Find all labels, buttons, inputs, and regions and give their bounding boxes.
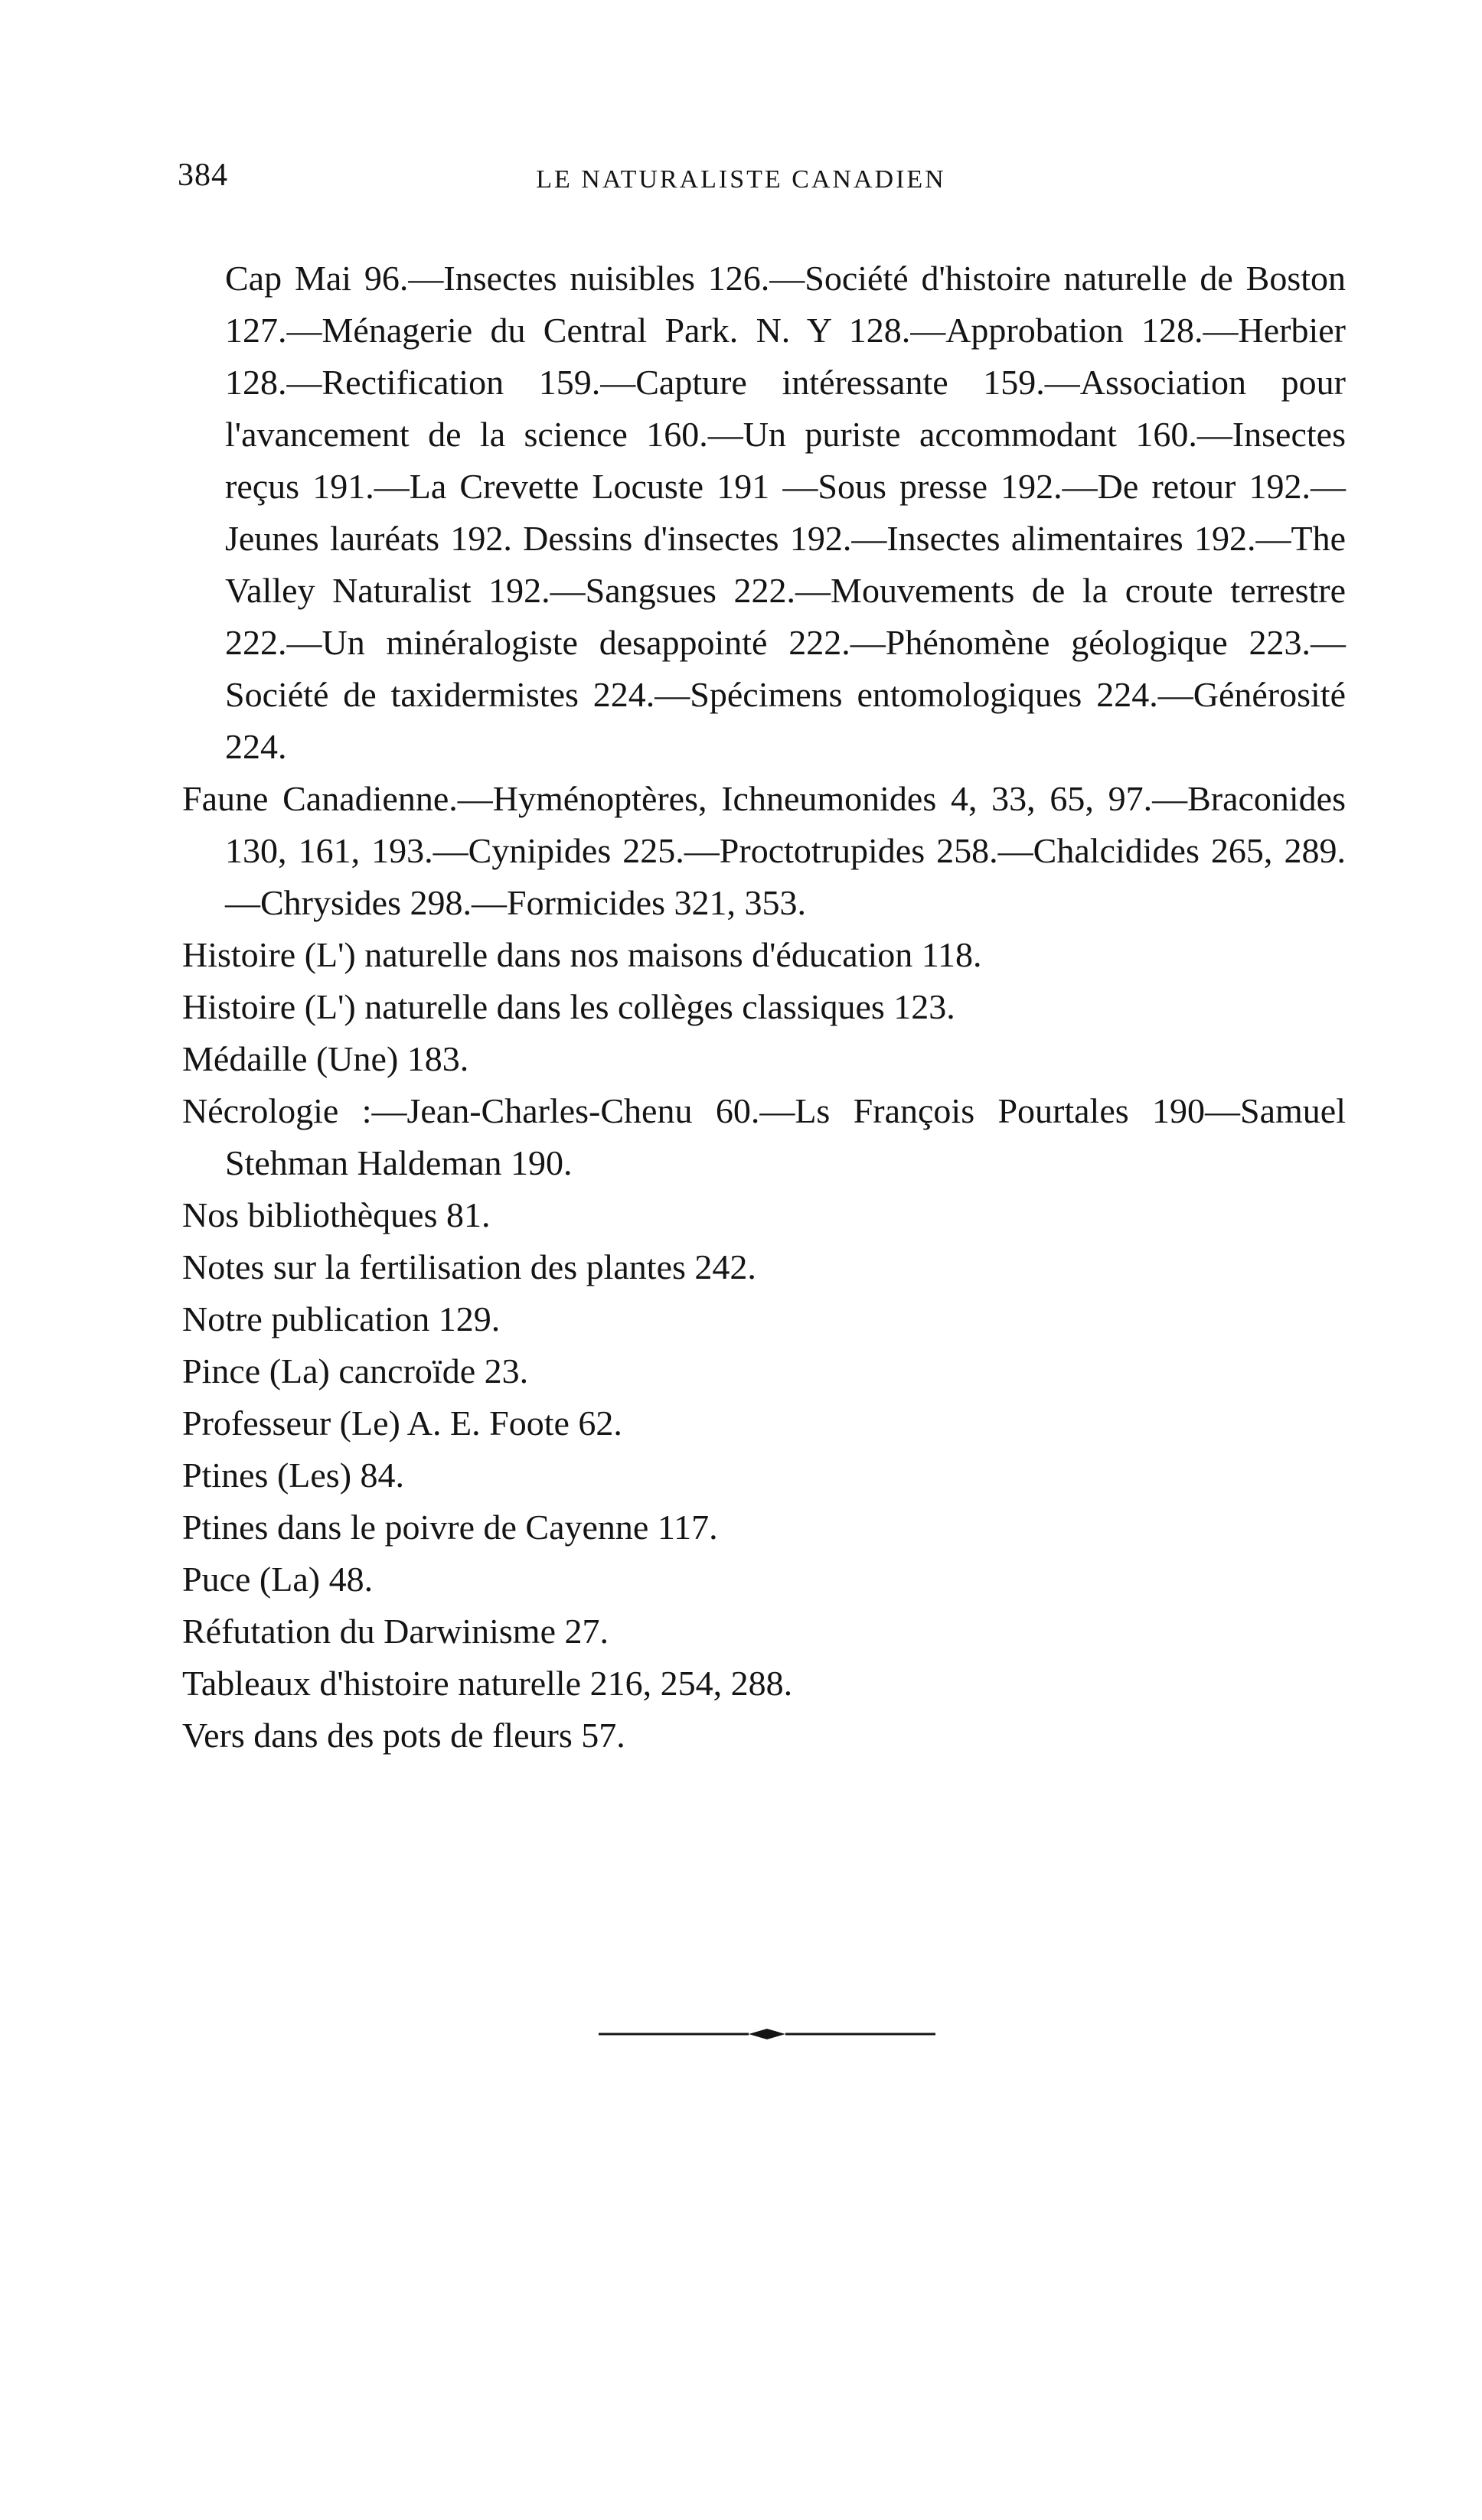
- index-entry: Puce (La) 48.: [182, 1560, 374, 1599]
- index-entry: Médaille (Une) 183.: [182, 1039, 469, 1078]
- page-number: 384: [178, 158, 228, 193]
- index-entry: Faune Canadienne.—Hyménoptères, Ichneumonides 4, 33, 65, 97.—Braconides 130, 161, 193.—Cynipides 225.—Proctotrupides 258.—Chalcidides 265, 289.—Chrysides 298.—Formicides 321, 353.: [182, 779, 1346, 922]
- index-entry: Nos bibliothèques 81.: [182, 1195, 491, 1234]
- index-entry: Ptines dans le poivre de Cayenne 117.: [182, 1508, 718, 1547]
- index-entry: Histoire (L') naturelle dans nos maisons d'éducation 118.: [182, 935, 982, 974]
- index-entry: Pince (La) cancroïde 23.: [182, 1351, 529, 1390]
- index-entry: Réfutation du Darwinisme 27.: [182, 1612, 609, 1651]
- index-entry: Professeur (Le) A. E. Foote 62.: [182, 1403, 622, 1443]
- index-entry: Vers dans des pots de fleurs 57.: [182, 1716, 625, 1755]
- index-entry: Notes sur la fertilisation des plantes 242.: [182, 1247, 756, 1286]
- end-ornament: [599, 2026, 935, 2042]
- index-entry: Nécrologie :—Jean-Charles-Chenu 60.—Ls François Pourtales 190—Samuel Stehman Haldeman 190.: [182, 1091, 1346, 1182]
- index-entry: Notre publication 129.: [182, 1299, 501, 1338]
- index-entry: Histoire (L') naturelle dans les collèges classiques 123.: [182, 987, 955, 1026]
- index-entry: Tableaux d'histoire naturelle 216, 254, 288.: [182, 1664, 793, 1703]
- index-entry: Cap Mai 96.—Insectes nuisibles 126.—Société d'histoire naturelle de Boston 127.—Ménagerie du Central Park. N. Y 128.—Approbation 128.—Herbier 128.—Rectification 159.—Capture intéressante 159.—Association pour l'avancement de la science 160.—Un puriste accommodant 160.—Insectes reçus 191.—La Crevette Locuste 191 —Sous presse 192.—De retour 192.—Jeunes lauréats 192. Dessins d'insectes 192.—Insectes alimentaires 192.—The Valley Naturalist 192.—Sangsues 222.—Mouvements de la croute terrestre 222.—Un minéralogiste desappointé 222.—Phénomène géologique 223.—Société de taxidermistes 224.—Spécimens entomologiques 224.—Générosité 224.: [225, 259, 1346, 766]
- index-entry: Ptines (Les) 84.: [182, 1456, 405, 1495]
- index-entries: [182, 253, 1346, 1762]
- running-title: LE NATURALISTE CANADIEN: [536, 165, 946, 194]
